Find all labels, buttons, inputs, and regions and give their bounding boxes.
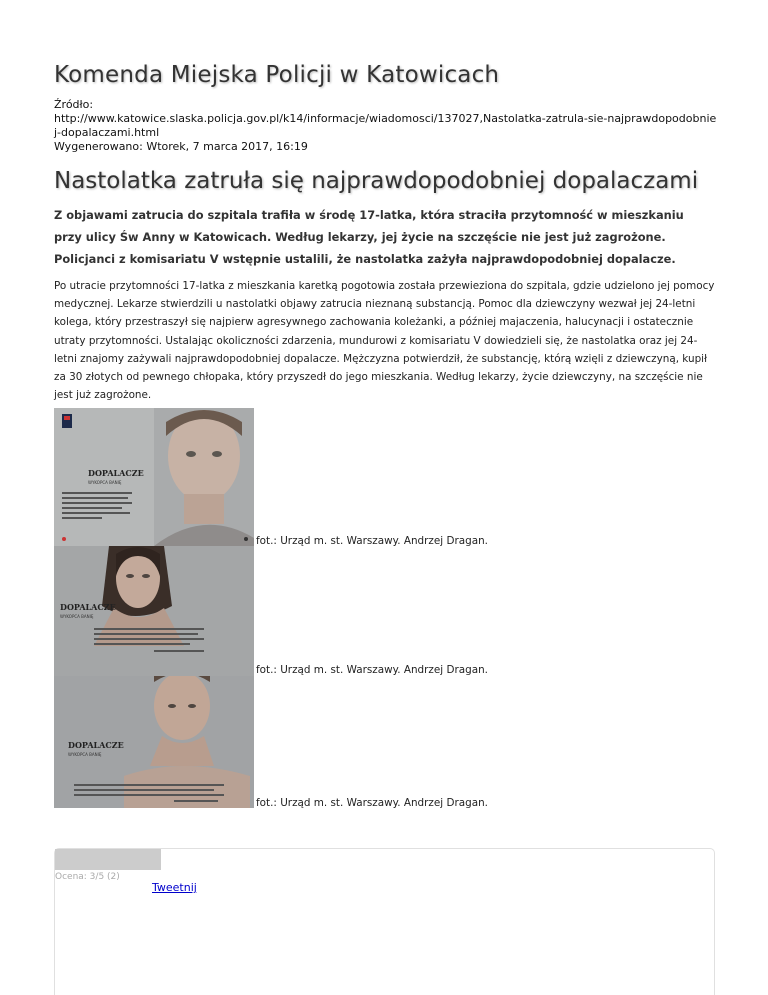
rating-text: Ocena: 3/5 (2) <box>55 872 120 882</box>
photo-girl-poster <box>54 546 254 676</box>
source-url: http://www.katowice.slaska.policja.gov.pl/k14/informacje/wiadomosci/137027,Nastolatka-zatrula-sie-najprawdopodobniej-dopalaczami.html <box>54 112 717 139</box>
poster-word: DOPALACZE <box>88 468 144 478</box>
photo-young-man-poster <box>54 676 254 808</box>
article-title: Nastolatka zatruła się najprawdopodobniej dopalaczami <box>54 168 699 194</box>
poster-tagline: WYKOPCA BANIĘ <box>68 752 102 757</box>
photo-boy-poster <box>54 408 254 546</box>
source-meta <box>54 98 719 154</box>
poster-tagline: WYKOPCA BANIĘ <box>88 480 122 485</box>
photo-caption: fot.: Urząd m. st. Warszawy. Andrzej Dragan. <box>256 535 488 547</box>
site-title: Komenda Miejska Policji w Katowicach <box>54 62 500 88</box>
source-label: Źródło: <box>54 98 94 111</box>
article-lead: Z objawami zatrucia do szpitala trafiła w środę 17-latka, która straciła przytomność w mieszkaniu przy ulicy Św Anny w Katowicach. Według lekarzy, jej życie na szczęście nie jest już zagrożone. Policjanci z komisariatu V wstępnie ustalili, że nastolatka zażyła najprawdopodobniej dopalacze. <box>54 208 684 266</box>
rating-stars[interactable] <box>55 849 161 870</box>
poster-tagline: WYKOPCA BANIĘ <box>60 614 94 619</box>
rating-panel <box>54 848 715 995</box>
tweet-link[interactable]: Tweetnij <box>152 881 197 894</box>
poster-word: DOPALACZE <box>60 602 116 612</box>
generated-date: Wygenerowano: Wtorek, 7 marca 2017, 16:19 <box>54 140 308 153</box>
article-body: Po utracie przytomności 17-latka z mieszkania karetką pogotowia została przewieziona do szpitala, gdzie udzielono jej pomocy medycznej. Lekarze stwierdzili u nastolatki objawy zatrucia nieznaną substancją. Pomoc dla dziewczyny wezwał jej 24-letni kolega, który przestraszył się najpierw agresywnego zachowania koleżanki, a później majaczenia, halucynacji i ostatecznie utraty przytomności. Ustalając okoliczności zdarzenia, mundurowi z komisariatu V dowiedzieli się, że nastolatka oraz jej 24-letni znajomy zażywali najprawdopodobniej dopalacze. Mężczyzna potwierdził, że substancję, którą wzięli z dziewczyną, kupił za 30 złotych od pewnego chłopaka, który przyszedł do jego mieszkania. Według lekarzy, życie dziewczyny, na szczęście nie jest już zagrożone. <box>54 280 715 402</box>
poster-word: DOPALACZE <box>68 740 124 750</box>
photo-caption: fot.: Urząd m. st. Warszawy. Andrzej Dragan. <box>256 664 488 676</box>
photo-caption: fot.: Urząd m. st. Warszawy. Andrzej Dragan. <box>256 797 488 809</box>
